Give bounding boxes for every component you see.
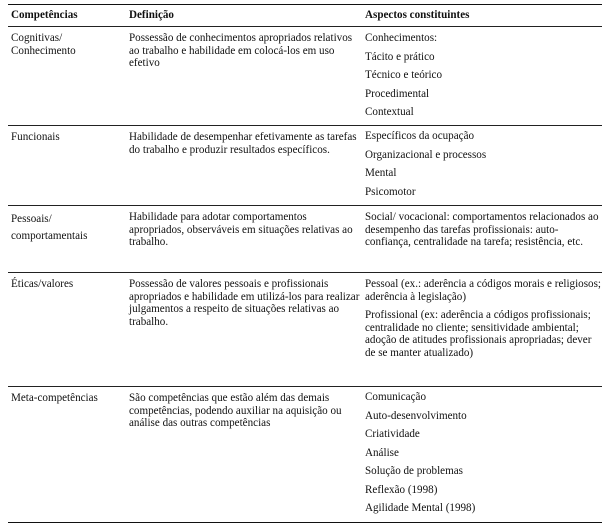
row-pessoais-definition: Habilidade para adotar comportamentos apropriados, observáveis em situações relativas ao trabalho. xyxy=(129,211,353,249)
row-divider xyxy=(8,272,602,273)
row-meta-aspects xyxy=(365,388,601,518)
aspect-item: Criatividade xyxy=(365,428,420,440)
row-divider xyxy=(8,386,602,387)
competence-line: Pessoais/ xyxy=(11,213,52,225)
aspect-item: Mental xyxy=(365,167,397,179)
row-pessoais-aspects xyxy=(365,211,601,251)
aspect-item: Social/ vocacional: comportamentos relacionados ao desempenho das tarefas profissionais: auto-confiança, centralidade na tarefa; resistência, etc. xyxy=(365,211,599,249)
aspect-item: Técnico e teórico xyxy=(365,69,442,81)
row-funcionais-definition: Habilidade de desempenhar efetivamente as tarefas do trabalho e produzir resultados específicos. xyxy=(129,131,357,156)
row-funcionais-competence xyxy=(11,131,123,144)
aspect-item: Pessoal (ex.: aderência a códigos morais e religiosos; aderência à legislação) xyxy=(365,278,601,303)
row-eticas-aspects xyxy=(365,278,601,362)
row-funcionais-aspects xyxy=(365,127,601,201)
header-definicao: Definição xyxy=(129,9,174,21)
row-cognitivas-competence xyxy=(11,32,123,57)
aspect-item: Procedimental xyxy=(365,87,430,100)
competence-line: comportamentais xyxy=(11,230,88,242)
aspect-item: Análise xyxy=(365,446,399,459)
row-meta-definition: São competências que estão além das demais competências, podendo auxiliar na aquisição ou análise das outras competências xyxy=(129,392,342,430)
header-aspectos: Aspectos constituintes xyxy=(365,9,470,21)
aspect-item: Conhecimentos: xyxy=(365,32,438,44)
row-eticas-definition: Possessão de valores pessoais e profissionais apropriados e habilidade em utilizá-los para realizar julgamentos a respeito de situações relativas ao trabalho. xyxy=(129,278,360,328)
competence-line: Conhecimento xyxy=(11,44,76,57)
aspect-item: Auto-desenvolvimento xyxy=(365,409,467,422)
aspect-item: Específicos da ocupação xyxy=(365,130,475,142)
row-pessoais-competence xyxy=(11,211,123,245)
row-divider xyxy=(8,125,602,126)
header-competencias: Competências xyxy=(11,9,78,21)
table-top-rule xyxy=(8,4,602,5)
competence-line: Éticas/valores xyxy=(11,278,74,290)
competence-line: Meta-competências xyxy=(11,392,98,404)
aspect-item: Organizacional e processos xyxy=(365,148,487,161)
aspect-item: Contextual xyxy=(365,106,414,118)
row-cognitivas-definition: Possessão de conhecimentos apropriados relativos ao trabalho e habilidade em colocá-los em uso efetivo xyxy=(129,32,353,70)
aspect-item: Comunicação xyxy=(365,391,426,403)
aspect-item: Solução de problemas xyxy=(365,465,463,477)
row-cognitivas-aspects xyxy=(365,29,601,122)
aspect-item: Agilidade Mental (1998) xyxy=(365,502,476,514)
aspect-item: Profissional (ex: aderência a códigos profissionais; centralidade no cliente; sensitividade ambiental; adoção de atitudes profissionais apropriadas; dever de se manter atualizado) xyxy=(365,309,592,359)
header-rule xyxy=(8,26,602,27)
aspect-item: Tácito e prático xyxy=(365,50,435,63)
row-meta-competence xyxy=(11,392,123,405)
row-eticas-competence xyxy=(11,278,123,291)
competence-line: Cognitivas/ xyxy=(11,32,63,44)
aspect-item: Psicomotor xyxy=(365,185,416,198)
aspect-item: Reflexão (1998) xyxy=(365,483,438,496)
table-bottom-rule xyxy=(8,522,602,523)
competence-line: Funcionais xyxy=(11,131,60,143)
row-divider xyxy=(8,205,602,206)
